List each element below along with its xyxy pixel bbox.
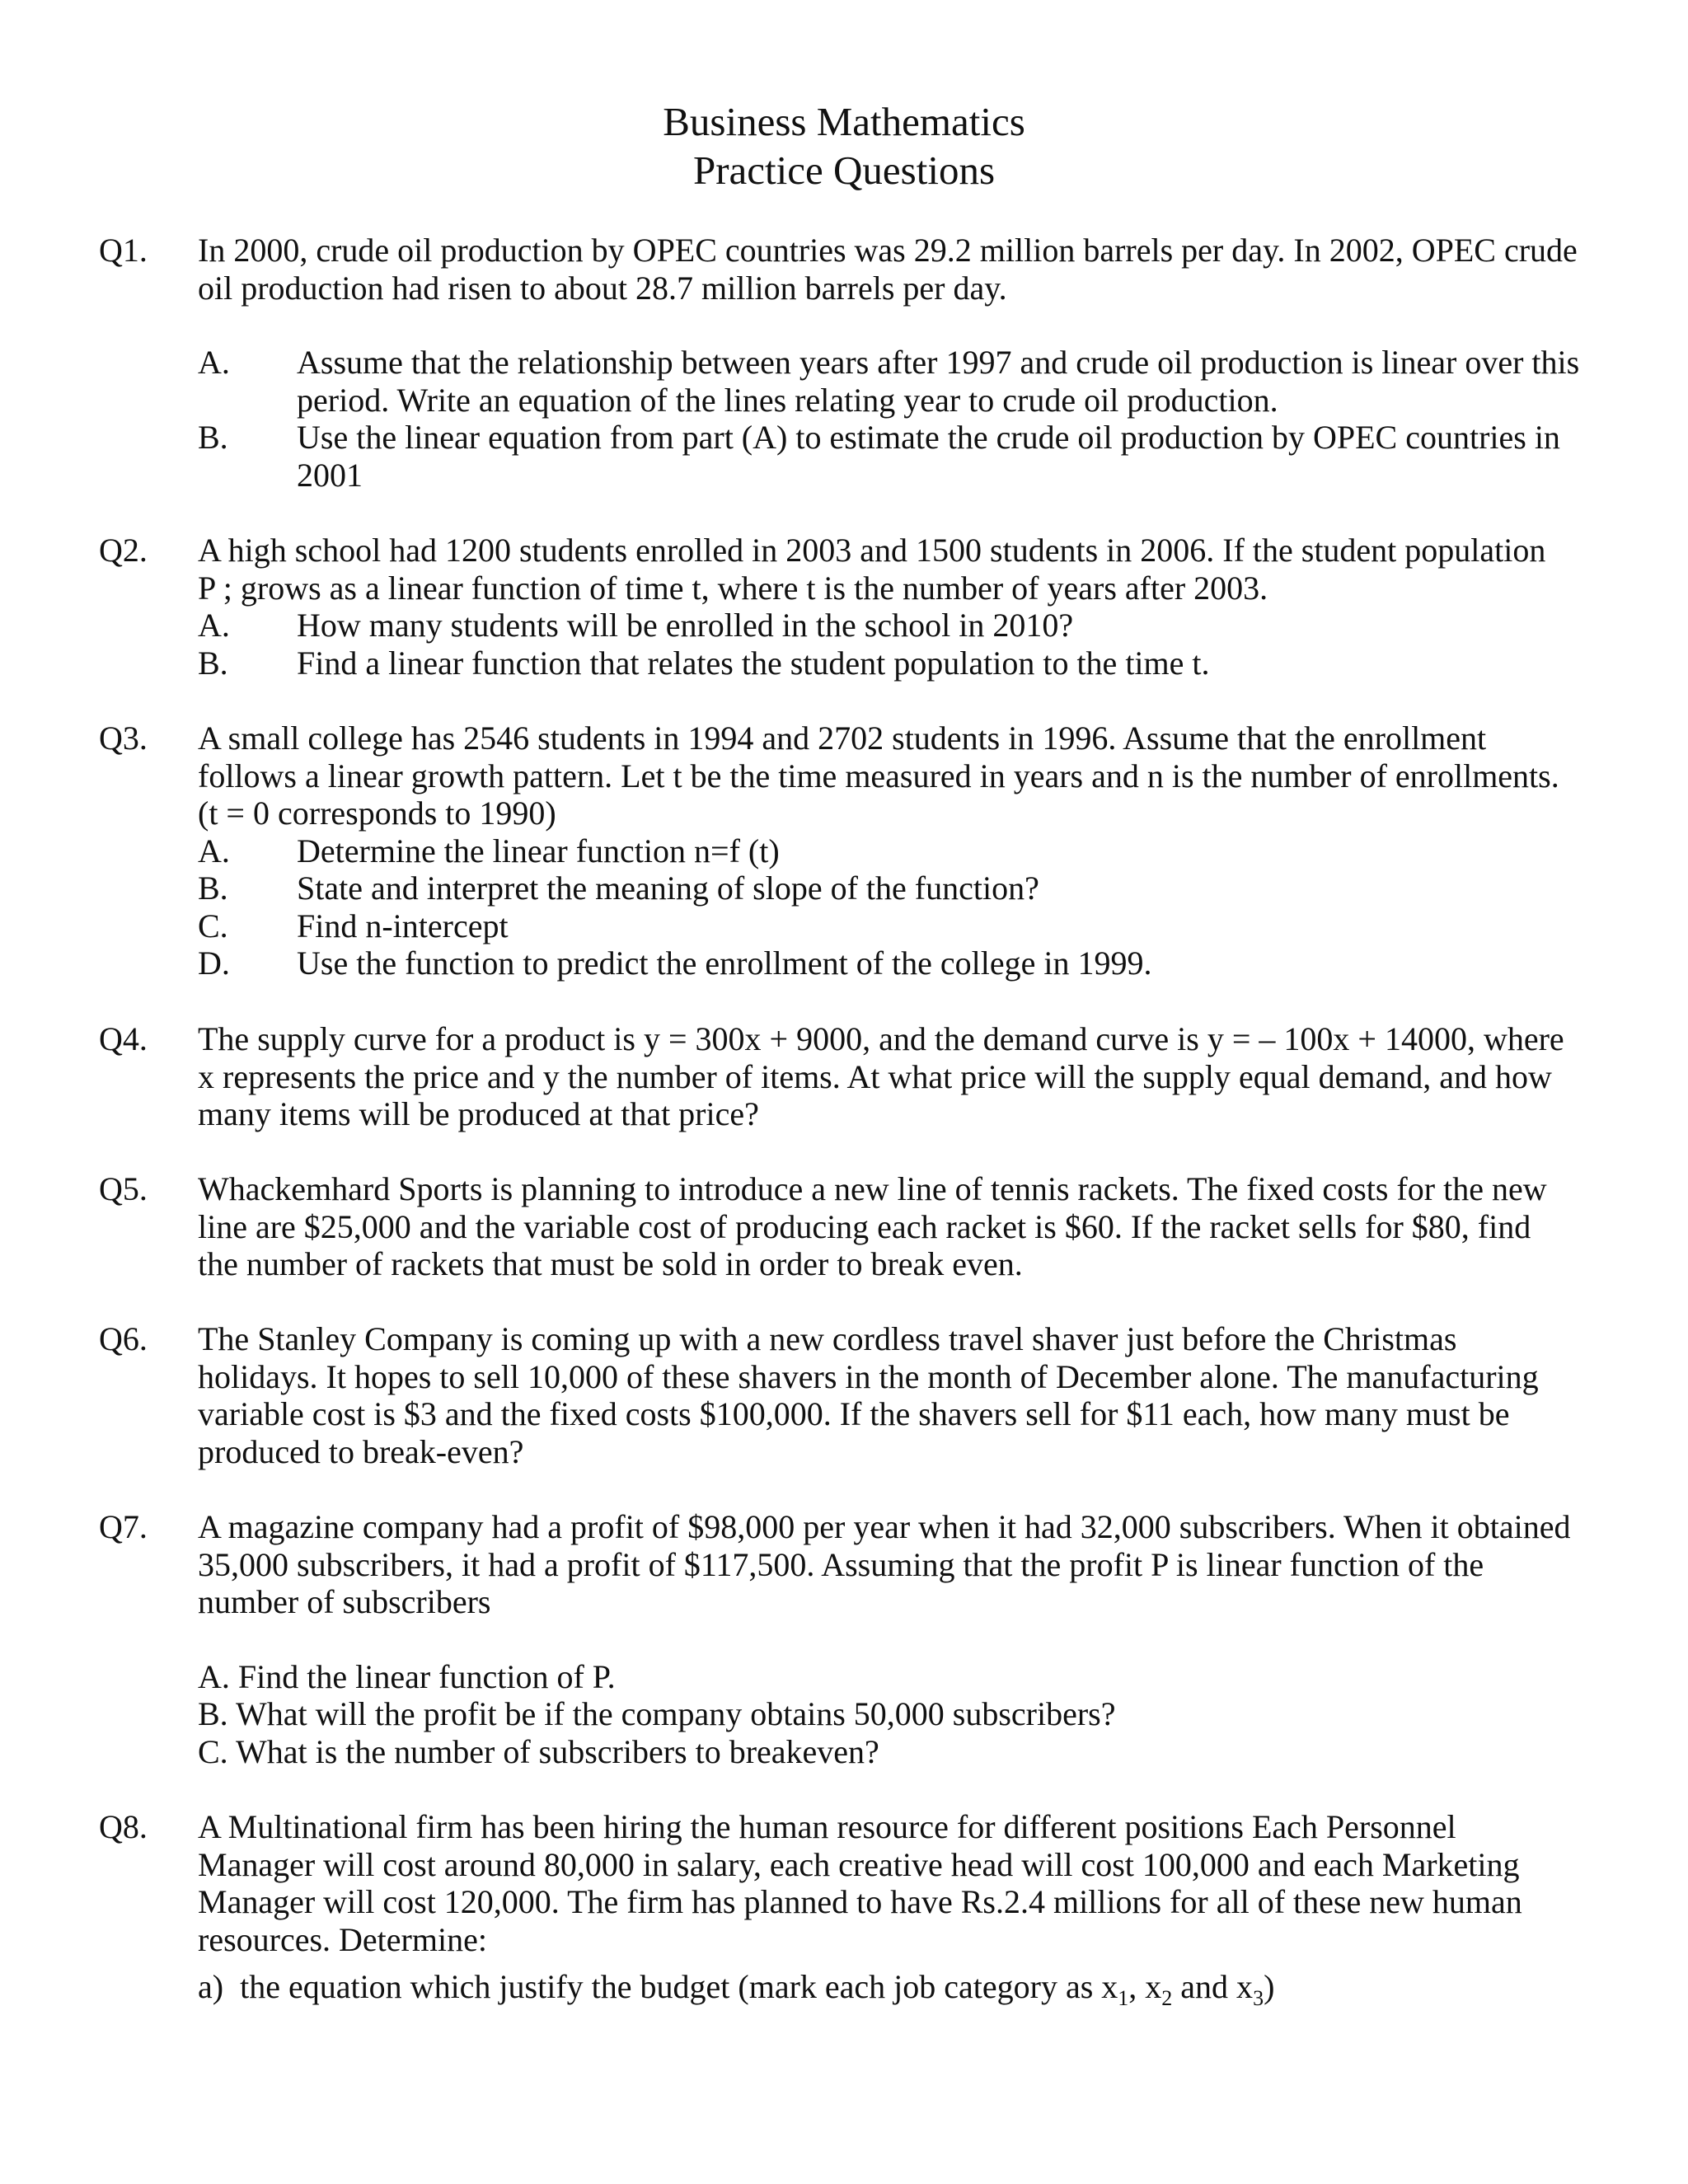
question-number: Q4.	[99, 1020, 148, 1057]
part-text: )	[1264, 1968, 1275, 2005]
question-part	[198, 1733, 1599, 1771]
part-text-line: Find the linear function of P.	[237, 1657, 616, 1695]
part-text-line: What is the number of subscribers to breakeven?	[235, 1732, 879, 1770]
question-text-line: A high school had 1200 students enrolled in 2003 and 1500 students in 2006. If the student population	[198, 532, 1546, 569]
part-text-line: Find a linear function that relates the student population to the time t.	[297, 644, 1210, 682]
part-label: C.	[198, 1732, 228, 1770]
question-text-line: (t = 0 corresponds to 1990)	[198, 794, 556, 832]
question-number: Q3.	[99, 719, 148, 757]
part-text-line: Determine the linear function n=f (t)	[297, 832, 780, 869]
subscript: 2	[1161, 1986, 1173, 2010]
part-label: C.	[198, 907, 228, 944]
title-line-2: Practice Questions	[692, 148, 996, 193]
question-8	[99, 1808, 1599, 2010]
part-text-line: Find n-intercept	[297, 907, 509, 944]
question-number: Q8.	[99, 1808, 148, 1845]
question-part	[198, 907, 1599, 945]
question-part	[198, 344, 1599, 419]
question-number: Q5.	[99, 1170, 148, 1207]
subscript: 3	[1253, 1986, 1264, 2010]
part-label: B.	[198, 869, 228, 907]
question-4	[99, 1020, 1599, 1133]
question-number: Q1.	[99, 232, 148, 269]
question-1	[99, 232, 1599, 494]
question-part	[198, 419, 1599, 494]
question-5	[99, 1170, 1599, 1283]
question-3	[99, 719, 1599, 982]
part-text-line: How many students will be enrolled in the school in 2010?	[297, 607, 1074, 644]
part-text-line: Use the function to predict the enrollment of the college in 1999.	[297, 944, 1152, 982]
question-text-line: A small college has 2546 students in 1994 and 2702 students in 1996. Assume that the enrollment	[198, 719, 1487, 757]
question-text-line: produced to break-even?	[198, 1432, 524, 1470]
question-text-line: the number of rackets that must be sold in order to break even.	[198, 1245, 1023, 1282]
question-7	[99, 1508, 1599, 1770]
part-label: D.	[198, 944, 230, 982]
question-text-line: follows a linear growth pattern. Let t be the time measured in years and n is the number of enrollments.	[198, 757, 1559, 794]
part-text-line: Assume that the relationship between years after 1997 and crude oil production is linear over this	[297, 344, 1580, 381]
question-part	[198, 644, 1599, 682]
question-text-line: Manager will cost 120,000. The firm has planned to have Rs.2.4 millions for all of these new human	[198, 1883, 1522, 1920]
document-title	[0, 97, 1688, 194]
question-part	[198, 1695, 1599, 1733]
part-label: A.	[198, 344, 230, 381]
question-text-line: variable cost is $3 and the fixed costs $100,000. If the shavers sell for $11 each, how many must be	[198, 1395, 1510, 1432]
part-label: A.	[198, 607, 230, 644]
question-part	[198, 869, 1599, 907]
question-part	[198, 607, 1599, 644]
part-text: , x	[1128, 1968, 1162, 2005]
question-text-line: 35,000 subscribers, it had a profit of $117,500. Assuming that the profit P is linear function of the	[198, 1545, 1484, 1583]
part-text-line: Use the linear equation from part (A) to estimate the crude oil production by OPEC countries in	[297, 419, 1560, 456]
part-label: B.	[198, 644, 228, 682]
question-text-line: resources. Determine:	[198, 1920, 487, 1958]
question-number: Q2.	[99, 532, 148, 569]
question-part	[198, 1658, 1599, 1696]
question-text-line: x represents the price and y the number of items. At what price will the supply equal demand, and how	[198, 1057, 1552, 1095]
question-text-line: number of subscribers	[198, 1583, 491, 1620]
question-text-line: holidays. It hopes to sell 10,000 of these shavers in the month of December alone. The manufacturing	[198, 1357, 1539, 1395]
question-text-line: The Stanley Company is coming up with a new cordless travel shaver just before the Christmas	[198, 1320, 1457, 1357]
part-label: B.	[198, 1695, 228, 1732]
question-number: Q7.	[99, 1508, 148, 1545]
part-label: a)	[198, 1968, 224, 2005]
question-part	[198, 1968, 1599, 2010]
question-part	[198, 944, 1599, 982]
part-label: A.	[198, 1657, 230, 1695]
question-number: Q6.	[99, 1320, 148, 1357]
part-text: and x	[1172, 1968, 1254, 2005]
question-text-line: Whackemhard Sports is planning to introduce a new line of tennis rackets. The fixed costs for the new	[198, 1170, 1547, 1207]
part-text-line: 2001	[297, 456, 363, 494]
part-text-line: State and interpret the meaning of slope of the function?	[297, 869, 1039, 907]
question-text-line: line are $25,000 and the variable cost of producing each racket is $60. If the racket sells for $80, find	[198, 1207, 1531, 1245]
question-6	[99, 1320, 1599, 1470]
part-label: A.	[198, 832, 230, 869]
part-text: the equation which justify the budget (mark each job category as x	[240, 1968, 1118, 2005]
part-text-line: period. Write an equation of the lines relating year to crude oil production.	[297, 381, 1278, 419]
question-text-line: many items will be produced at that price?	[198, 1095, 759, 1132]
question-text-line: Manager will cost around 80,000 in salary, each creative head will cost 100,000 and each Marketing	[198, 1845, 1520, 1883]
title-line-1: Business Mathematics	[663, 99, 1025, 144]
subscript: 1	[1118, 1986, 1129, 2010]
question-text-line: The supply curve for a product is y = 300x + 9000, and the demand curve is y = – 100x + 14000, where	[198, 1020, 1564, 1057]
question-text-line: A Multinational firm has been hiring the human resource for different positions Each Personnel	[198, 1808, 1456, 1845]
question-text-line: A magazine company had a profit of $98,000 per year when it had 32,000 subscribers. When it obtained	[198, 1508, 1571, 1545]
question-text-line: oil production had risen to about 28.7 million barrels per day.	[198, 269, 1007, 307]
question-text-line: In 2000, crude oil production by OPEC countries was 29.2 million barrels per day. In 2002, OPEC crude	[198, 232, 1578, 269]
question-part	[198, 832, 1599, 870]
part-text-line: What will the profit be if the company obtains 50,000 subscribers?	[235, 1695, 1116, 1732]
question-2	[99, 532, 1599, 682]
part-label: B.	[198, 419, 228, 456]
question-text-line: P ; grows as a linear function of time t, where t is the number of years after 2003.	[198, 569, 1268, 607]
